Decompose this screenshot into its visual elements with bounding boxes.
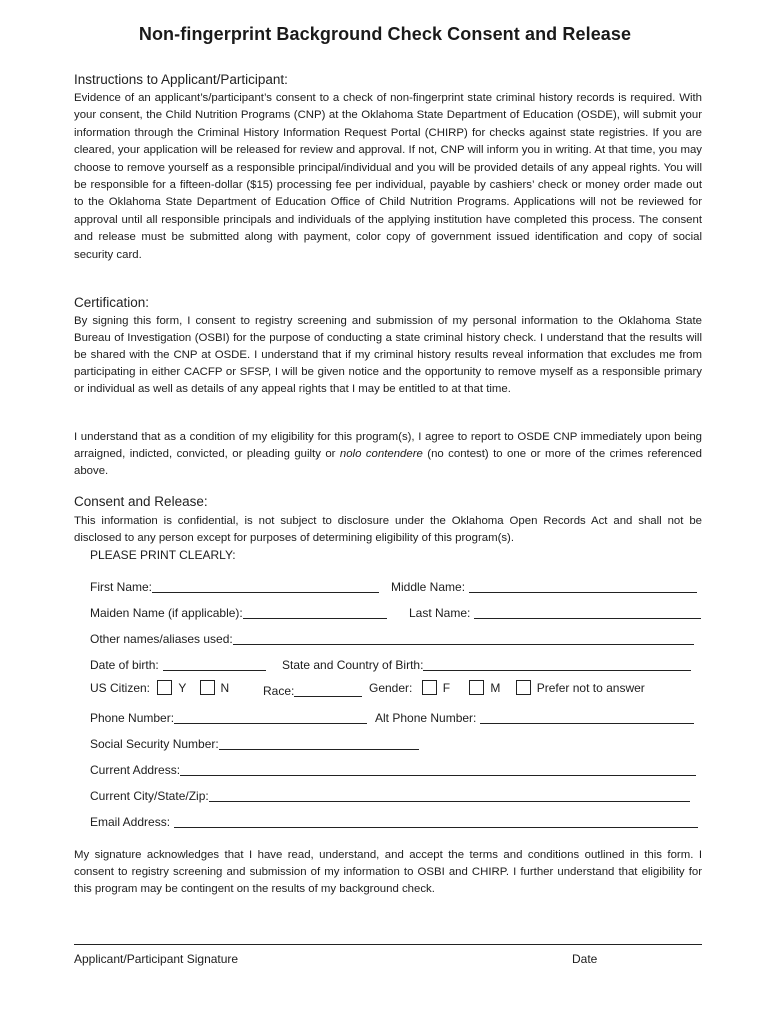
gender-none-label: Prefer not to answer [536, 681, 645, 695]
phone-row [90, 708, 367, 725]
page-title: Non-fingerprint Background Check Consent and Release [138, 24, 632, 44]
date-label: Date [572, 952, 598, 966]
birth-place-row [282, 655, 691, 672]
ssn-row [90, 734, 419, 751]
city-state-zip-label: Current City/State/Zip: [90, 789, 209, 803]
instructions-heading: Instructions to Applicant/Participant: [74, 72, 288, 87]
race-row [263, 681, 362, 698]
signature-line[interactable] [74, 944, 702, 945]
other-names-row [90, 629, 694, 646]
last-name-row [409, 603, 701, 620]
certification-text-after: (no contest) to one or more of the crimes referenced above. [74, 448, 702, 477]
gender-none-checkbox[interactable] [516, 680, 531, 695]
citizen-row [90, 681, 229, 696]
dob-row [90, 655, 266, 672]
email-label: Email Address: [90, 815, 171, 829]
race-field[interactable] [294, 683, 362, 697]
other-names-label: Other names/aliases used: [90, 632, 233, 646]
citizen-yes-label: Y [178, 681, 187, 695]
citizen-yes-checkbox[interactable] [157, 680, 172, 695]
middle-name-field[interactable] [469, 579, 697, 593]
certification-paragraph-1: By signing this form, I consent to registry screening and submission of my personal information to the Oklahoma State Bureau of Investigation (OSBI) for the purpose of conducting a state criminal history check. I understand that the results will be shared with the CNP at OSDE. I understand that if my criminal history results reveal information that excludes me from participating in either CACFP or SFSP, I will be given notice and the opportunity to remove myself as a responsible primary or individual as well as details of any appeal rights that I may be entitled to at that time. [74, 315, 702, 395]
print-clearly-note: PLEASE PRINT CLEARLY: [90, 548, 236, 562]
nolo-contendere-text: nolo contendere [339, 448, 423, 460]
other-names-field[interactable] [233, 631, 694, 645]
consent-paragraph: This information is confidential, is not subject to disclosure under the Oklahoma Open Records Act and shall not be disclosed to any person except for purposes of determining eligibility of this program(s). [74, 515, 702, 544]
certification-text-before: I understand that as a condition of my eligibility for this program(s), I agree to report to OSDE CNP immediately upon being arraigned, indicted, convicted, or pleading guilty or [74, 431, 702, 460]
middle-name-label: Middle Name: [391, 580, 466, 594]
gender-m-checkbox[interactable] [469, 680, 484, 695]
birth-place-label: State and Country of Birth: [282, 658, 424, 672]
city-state-zip-row [90, 786, 690, 803]
certification-paragraph-2 [74, 429, 702, 480]
birth-place-field[interactable] [423, 657, 691, 671]
email-field[interactable] [174, 814, 698, 828]
ssn-field[interactable] [219, 736, 419, 750]
maiden-name-label: Maiden Name (if applicable): [90, 606, 243, 620]
acknowledgment-paragraph: My signature acknowledges that I have read, understand, and accept the terms and conditions outlined in this form. I consent to registry screening and submission of my information to OSBI and CHIRP. I further understand that eligibility for this program may be contingent on the results of my background check. [74, 849, 702, 895]
maiden-name-row [90, 603, 387, 620]
alt-phone-field[interactable] [480, 710, 694, 724]
instructions-paragraph: Evidence of an applicant’s/participant’s consent to a check of non-fingerprint state criminal history records is required. With your consent, the Child Nutrition Programs (CNP) at the Oklahoma State Department of Education (OSDE), will submit your information through the Criminal History Information Request Portal (CHIRP) for checks against state registries. If you are cleared, your application will be released for review and approval. If not, CNP will inform you in writing. At that time, you may choose to remove yourself as a responsible principal/individual and you will be provided details of any appeal rights. You will be responsible for a fifteen-dollar ($15) processing fee per individual, payable by cashiers’ check or money order made out to the Oklahoma State Department of Education Office of Child Nutrition Programs. Applications will not be reviewed for approval until all responsible principals and individuals of the applying institution have completed this process. The consent and release must be submitted along with payment, color copy of government issued identification and copy of social security card. [74, 92, 702, 261]
gender-f-checkbox[interactable] [422, 680, 437, 695]
middle-name-row [391, 577, 697, 594]
signature-label: Applicant/Participant Signature [74, 952, 239, 966]
city-state-zip-field[interactable] [209, 788, 690, 802]
maiden-name-field[interactable] [243, 605, 387, 619]
phone-field[interactable] [174, 710, 367, 724]
first-name-field[interactable] [152, 579, 379, 593]
dob-field[interactable] [163, 657, 266, 671]
certification-heading: Certification: [74, 295, 150, 310]
dob-label: Date of birth: [90, 658, 159, 672]
citizen-no-label: N [220, 681, 230, 695]
consent-heading: Consent and Release: [74, 494, 208, 509]
last-name-label: Last Name: [409, 606, 471, 620]
race-label: Race: [263, 684, 295, 698]
us-citizen-label: US Citizen: [90, 681, 151, 695]
address-label: Current Address: [90, 763, 181, 777]
citizen-no-checkbox[interactable] [200, 680, 215, 695]
gender-label: Gender: [369, 681, 413, 695]
gender-m-label: M [490, 681, 501, 695]
gender-row [369, 681, 645, 696]
last-name-field[interactable] [474, 605, 701, 619]
alt-phone-label: Alt Phone Number: [375, 711, 477, 725]
address-row [90, 760, 696, 777]
first-name-row [90, 577, 379, 594]
phone-label: Phone Number: [90, 711, 175, 725]
email-row [90, 812, 698, 829]
alt-phone-row [375, 708, 694, 725]
gender-f-label: F [442, 681, 451, 695]
first-name-label: First Name: [90, 580, 153, 594]
ssn-label: Social Security Number: [90, 737, 219, 751]
address-field[interactable] [180, 762, 696, 776]
